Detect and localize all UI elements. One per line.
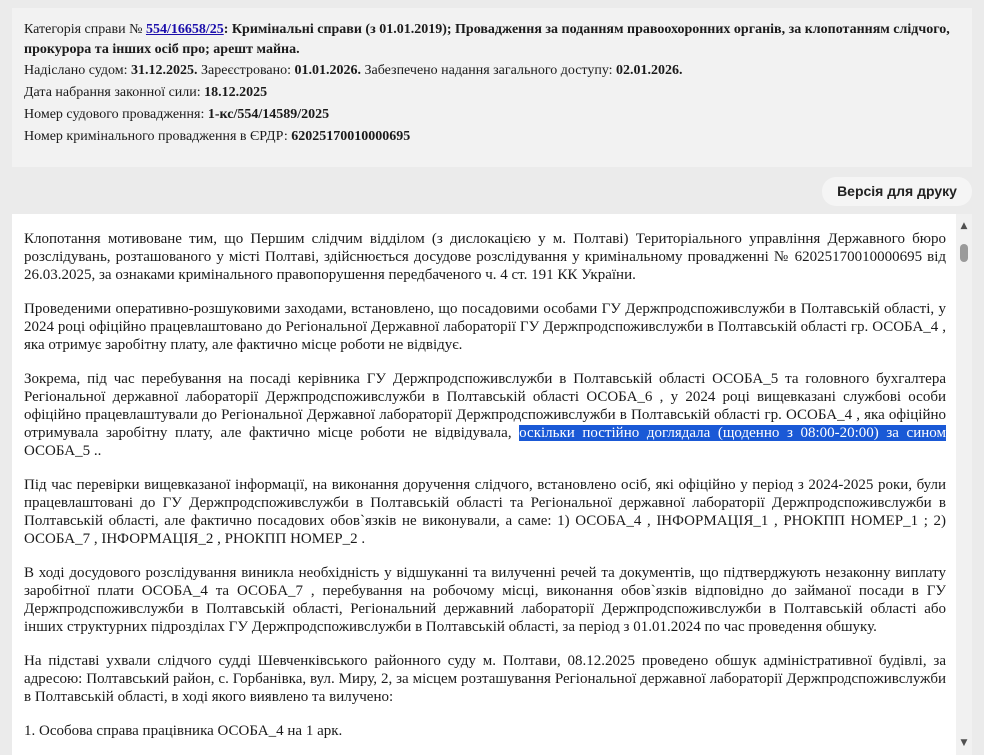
proceeding-value: 1-кс/554/14589/2025 bbox=[207, 107, 330, 122]
paragraph-3-tail: ОСОБА_5 .. bbox=[24, 443, 102, 459]
access-label: Забезпечено надання загального доступу: bbox=[364, 63, 613, 78]
category-label: Категорія справи № bbox=[24, 22, 143, 37]
case-category-line bbox=[24, 20, 960, 60]
scroll-up-arrow-icon[interactable]: ▲ bbox=[960, 221, 968, 231]
effective-value: 18.12.2025 bbox=[204, 85, 268, 100]
paragraph-6: На підставі ухвали слідчого судді Шевченківського районного суду м. Полтави, 08.12.2025 проведено обшук адміністративної будівлі, за адресою: Полтавський район, с. Горбанівка, вул. Миру, 2, за місцем розташування Регіональної державної лабораторії Держпродспоживслужби в Полтавській області, в ході якого виявлено та вилучено: bbox=[24, 653, 946, 705]
document-viewer[interactable] bbox=[12, 214, 972, 755]
paragraph-5: В ході досудового розслідування виникла необхідність у відшуканні та вилученні речей та документів, що підтверджують незаконну виплату заробітної плати ОСОБА_4 та ОСОБА_7 , перебування на робочому місці, виконання обов`язків відповідно до займаної посади в ГУ Держпродспоживслужби в Полтавській області, Регіональний державний лабораторії Держпродспоживслужби в Полтавській області або інших структурних підрозділах ГУ Держпродспоживслужби в Полтавській області, за період з 01.01.2024 по час проведення обшуку. bbox=[24, 565, 946, 635]
case-number-link[interactable]: 554/16658/25 bbox=[145, 22, 224, 37]
sent-value: 31.12.2025. bbox=[131, 63, 198, 78]
paragraph-1: Клопотання мотивоване тим, що Першим слідчим відділом (з дислокацією у м. Полтаві) Територіального управління Державного бюро розслідувань, розташованого у місті Полтаві, здійснюється досудове розслідування у кримінальному провадженні № 62025170010000695 від 26.03.2025, за ознаками кримінального правопорушення передбаченого ч. 4 ст. 191 КК України. bbox=[24, 231, 946, 283]
paragraph-2: Проведеними оперативно-розшуковими заходами, встановлено, що посадовими особами ГУ Держпродспоживслужби в Полтавській області, у 2024 році офіційно працевлаштовано до Регіональної Державної лабораторії ГУ Держпродспоживслужби в Полтавській області гр. ОСОБА_4 , яка отримує заробітну плату, але фактично місце роботи не відвідує. bbox=[24, 301, 946, 353]
proceeding-label: Номер судового провадження: bbox=[24, 107, 205, 122]
access-value: 02.01.2026. bbox=[616, 63, 683, 78]
sent-label: Надіслано судом: bbox=[24, 63, 128, 78]
scroll-thumb[interactable] bbox=[960, 244, 968, 262]
erdr-value: 62025170010000695 bbox=[291, 129, 411, 144]
effective-label: Дата набрання законної сили: bbox=[24, 85, 201, 100]
vertical-scrollbar[interactable] bbox=[956, 214, 972, 755]
case-metadata-panel bbox=[12, 8, 972, 167]
scroll-down-arrow-icon[interactable]: ▼ bbox=[960, 738, 968, 748]
registered-value: 01.01.2026. bbox=[294, 63, 361, 78]
document-text bbox=[24, 230, 946, 755]
print-version-button[interactable]: Версія для друку bbox=[822, 177, 972, 206]
erdr-number-line bbox=[24, 126, 960, 148]
selected-text-highlight[interactable]: оскільки постійно доглядала (щоденно з 08:00-20:00) за сином bbox=[519, 425, 946, 441]
dates-line bbox=[24, 60, 960, 82]
paragraph-7: 1. Особова справа працівника ОСОБА_4 на 1 арк. bbox=[24, 723, 343, 739]
erdr-label: Номер кримінального провадження в ЄРДР: bbox=[24, 129, 288, 144]
effective-date-line bbox=[24, 82, 960, 104]
paragraph-4: Під час перевірки вищевказаної інформації, на виконання доручення слідчого, встановлено осіб, які офіційно у період з 2024-2025 роки, були працевлаштовані до ГУ Держпродспоживслужби в Полтавській області та Регіональної державної лабораторії Держпродспоживслужби в Полтавській області, але фактично посадових обов`язків не виконували, а саме: 1) ОСОБА_4 , ІНФОРМАЦІЯ_1 , РНОКПП НОМЕР_1 ; 2) ОСОБА_7 , ІНФОРМАЦІЯ_2 , РНОКПП НОМЕР_2 . bbox=[24, 477, 946, 547]
registered-label: Зареєстровано: bbox=[201, 63, 291, 78]
paragraph-3-text: Зокрема, під час перебування на посаді керівника ГУ Держпродспоживслужби в Полтавській області ОСОБА_5 та головного бухгалтера Регіональної державної лабораторії Держпродспоживслужби в Полтавській області ОСОБА_6 , у 2024 році вищевказані службові особи офіційно працевлаштували до Регіональної Державної лабораторії Держпродспоживслужби в Полтавській області гр. ОСОБА_4 , яка офіційно отримувала заробітну плату, але фактично місце роботи не відвідувала, bbox=[24, 371, 946, 441]
category-text: : Кримінальні справи (з 01.01.2019); Провадження за поданням правоохоронних органів, за клопотанням слідчого, прокурора та інших осіб про; арешт майна. bbox=[24, 22, 950, 57]
proceeding-number-line bbox=[24, 104, 960, 126]
paragraph-3 bbox=[24, 370, 946, 460]
